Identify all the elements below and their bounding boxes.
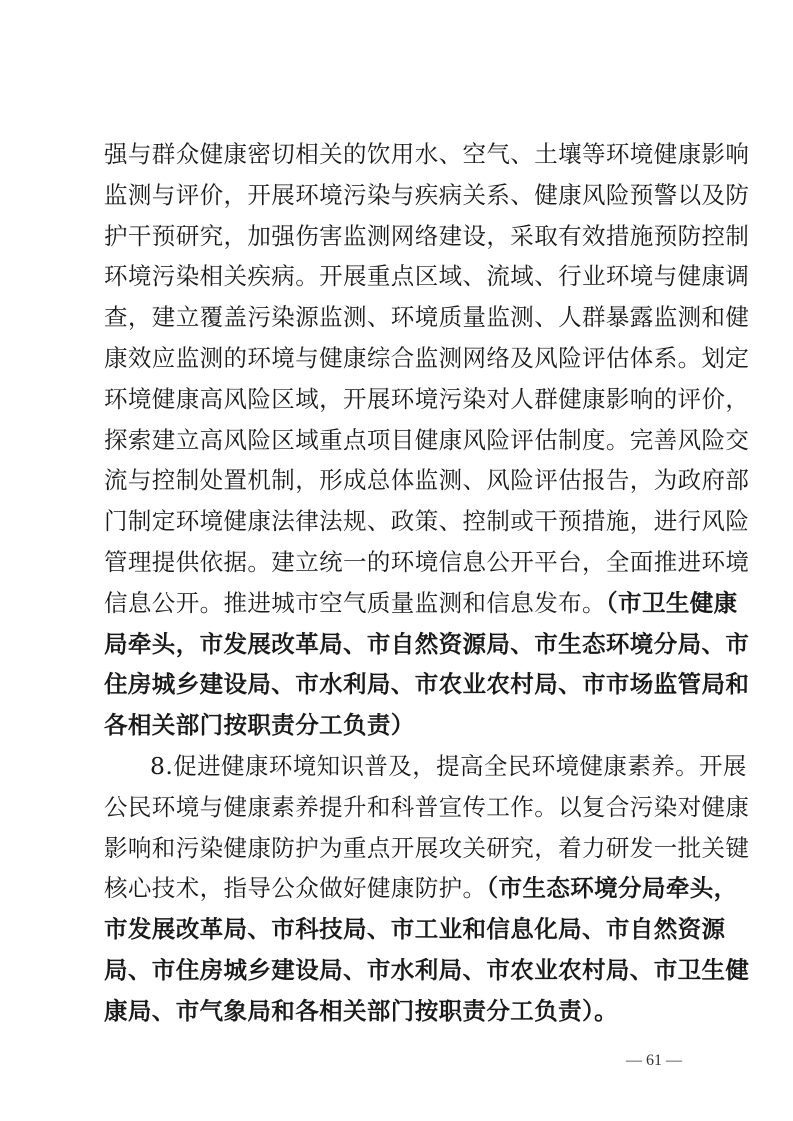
responsibility-note-line: 康局、市气象局和各相关部门按职责分工负责）。 [104, 996, 619, 1025]
text-line: 门制定环境健康法律法规、政策、控制或干预措施，进行风险 [104, 507, 750, 536]
text-line: 环境健康高风险区域，开展环境污染对人群健康影响的评价， [104, 384, 750, 413]
text-line: 公民环境与健康素养提升和科普宣传工作。以复合污染对健康 [104, 792, 750, 821]
text-line: 环境污染相关疾病。开展重点区域、流域、行业环境与健康调 [104, 262, 750, 291]
text-line: 影响和污染健康防护为重点开展攻关研究，着力研发一批关键 [104, 833, 750, 862]
responsibility-note-line: 局、市住房城乡建设局、市水利局、市农业农村局、市卫生健 [104, 955, 750, 984]
text-line: 监测与评价，开展环境污染与疾病关系、健康风险预警以及防 [104, 180, 750, 209]
text-line: 管理提供依据。建立统一的环境信息公开平台，全面推进环境 [104, 547, 750, 576]
text-line: 强与群众健康密切相关的饮用水、空气、土壤等环境健康影响 [104, 140, 750, 168]
page-number: — 61 — [626, 1052, 682, 1069]
text-line: 流与控制处置机制，形成总体监测、风险评估报告，为政府部 [104, 466, 750, 495]
body-text [104, 134, 750, 1032]
responsibility-note-line: 各相关部门按职责分工负责） [104, 711, 415, 740]
responsibility-note: （市生态环境分局牵头， [486, 874, 738, 903]
responsibility-note-line: 局牵头，市发展改革局、市自然资源局、市生态环境分局、市 [104, 629, 750, 658]
responsibility-note-line: 住房城乡建设局、市水利局、市农业农村局、市市场监管局和 [104, 670, 750, 699]
text-line: 核心技术，指导公众做好健康防护。（市生态环境分局牵头， [104, 874, 738, 903]
text-line: 信息公开。推进城市空气质量监测和信息发布。（市卫生健康 [104, 588, 738, 617]
text-line: 探索建立高风险区域重点项目健康风险评估制度。完善风险交 [104, 425, 750, 454]
text-line: 查，建立覆盖污染源监测、环境质量监测、人群暴露监测和健 [104, 303, 750, 332]
responsibility-note: （市卫生健康 [605, 588, 738, 617]
section-heading-line: 8.促进健康环境知识普及，提高全民环境健康素养。开展 [150, 751, 747, 780]
text-line: 康效应监测的环境与健康综合监测网络及风险评估体系。划定 [104, 343, 750, 372]
text-line: 护干预研究，加强伤害监测网络建设，采取有效措施预防控制 [104, 221, 750, 250]
responsibility-note-line: 市发展改革局、市科技局、市工业和信息化局、市自然资源 [104, 915, 726, 944]
